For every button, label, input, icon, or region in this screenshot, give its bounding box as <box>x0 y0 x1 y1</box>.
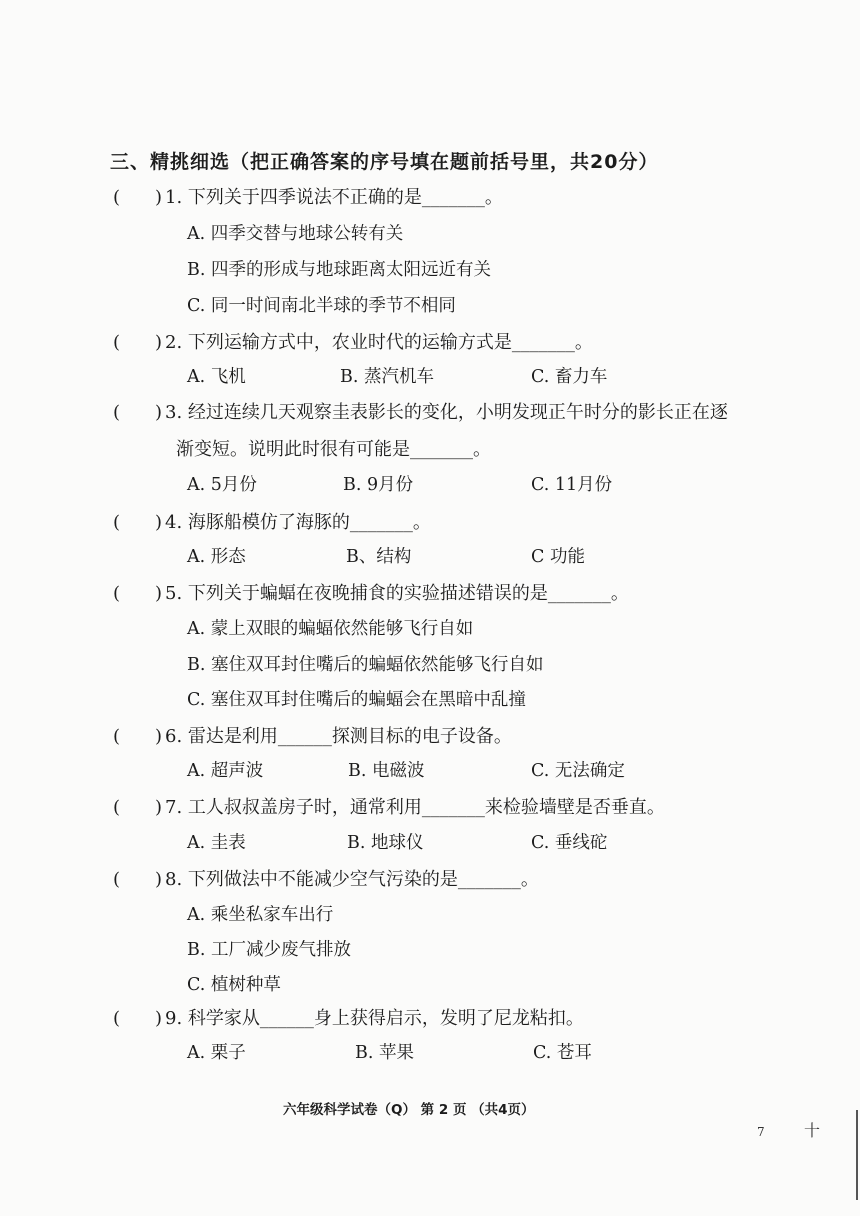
question-text: 8. 下列做法中不能减少空气污染的是_______。 <box>165 869 539 890</box>
option-b: B. 蒸汽机车 <box>340 367 434 387</box>
question-3-continued: 渐变短。说明此时很有可能是_______。 <box>176 439 491 460</box>
option-a: A. 四季交替与地球公转有关 <box>187 224 404 244</box>
question-text: 2. 下列运输方式中，农业时代的运输方式是_______。 <box>165 332 593 353</box>
question-text: 1. 下列关于四季说法不正确的是_______。 <box>165 187 503 208</box>
answer-paren-close: ) <box>155 797 163 818</box>
page-footer: 六年级科学试卷（Q） 第 2 页 （共4页） <box>283 1102 535 1118</box>
answer-paren-open[interactable]: ( <box>113 869 121 890</box>
option-b: B. 四季的形成与地球距离太阳远近有关 <box>187 260 491 280</box>
option-a: A. 栗子 <box>187 1043 246 1063</box>
option-b: B. 塞住双耳封住嘴后的蝙蝠依然能够飞行自如 <box>187 655 544 675</box>
answer-paren-open[interactable]: ( <box>113 583 121 604</box>
question-6 <box>113 722 512 748</box>
option-a: A. 飞机 <box>187 367 246 387</box>
option-b: B、结构 <box>346 547 412 567</box>
option-b: B. 9月份 <box>343 475 414 495</box>
question-text: 3. 经过连续几天观察圭表影长的变化，小明发现正午时分的影长正在逐 <box>165 402 728 423</box>
answer-paren-close: ) <box>155 869 163 890</box>
option-b: B. 电磁波 <box>348 761 425 781</box>
option-a: A. 5月份 <box>187 475 257 495</box>
question-9 <box>113 1004 584 1030</box>
question-1 <box>113 183 503 209</box>
answer-paren-open[interactable]: ( <box>113 512 121 533</box>
question-text: 9. 科学家从______身上获得启示，发明了尼龙粘扣。 <box>165 1008 584 1029</box>
answer-paren-close: ) <box>155 512 163 533</box>
question-text: 4. 海豚船模仿了海豚的_______。 <box>165 512 431 533</box>
answer-paren-close: ) <box>155 1008 163 1029</box>
option-c: C. 植树种草 <box>187 975 281 995</box>
question-text: 6. 雷达是利用______探测目标的电子设备。 <box>165 726 512 747</box>
option-c: C. 塞住双耳封住嘴后的蝙蝠会在黑暗中乱撞 <box>187 690 526 710</box>
section-title: 三、精挑细选（把正确答案的序号填在题前括号里，共20分） <box>110 151 659 173</box>
option-b: B. 苹果 <box>355 1043 414 1063</box>
answer-paren-open[interactable]: ( <box>113 1008 121 1029</box>
question-text: 5. 下列关于蝙蝠在夜晚捕食的实验描述错误的是_______。 <box>165 583 629 604</box>
answer-paren-open[interactable]: ( <box>113 332 121 353</box>
answer-paren-close: ) <box>155 187 163 208</box>
answer-paren-close: ) <box>155 402 163 423</box>
answer-paren-close: ) <box>155 332 163 353</box>
question-5 <box>113 579 629 605</box>
option-c: C. 11月份 <box>531 475 613 495</box>
question-text: 7. 工人叔叔盖房子时，通常利用_______来检验墙壁是否垂直。 <box>165 797 665 818</box>
option-c: C. 无法确定 <box>531 761 625 781</box>
margin-mark-right: 十 <box>804 1121 821 1140</box>
question-2 <box>113 328 593 354</box>
option-c: C. 苍耳 <box>533 1043 592 1063</box>
option-a: A. 蒙上双眼的蝙蝠依然能够飞行自如 <box>187 619 474 639</box>
answer-paren-close: ) <box>155 726 163 747</box>
margin-mark-left: 7 <box>757 1125 765 1139</box>
option-b: B. 地球仪 <box>347 833 424 853</box>
option-a: A. 形态 <box>187 547 246 567</box>
scan-edge-line <box>856 1110 858 1200</box>
option-a: A. 超声波 <box>187 761 264 781</box>
option-c: C. 同一时间南北半球的季节不相同 <box>187 296 456 316</box>
option-c: C 功能 <box>531 547 585 567</box>
answer-paren-open[interactable]: ( <box>113 187 121 208</box>
question-8 <box>113 865 539 891</box>
option-c: C. 垂线砣 <box>531 833 608 853</box>
option-c: C. 畜力车 <box>531 367 608 387</box>
answer-paren-open[interactable]: ( <box>113 797 121 818</box>
answer-paren-close: ) <box>155 583 163 604</box>
answer-paren-open[interactable]: ( <box>113 726 121 747</box>
option-b: B. 工厂减少废气排放 <box>187 940 351 960</box>
answer-paren-open[interactable]: ( <box>113 402 121 423</box>
option-a: A. 乘坐私家车出行 <box>187 905 334 925</box>
question-7 <box>113 793 665 819</box>
option-a: A. 圭表 <box>187 833 246 853</box>
question-4 <box>113 508 431 534</box>
question-3 <box>113 398 728 424</box>
